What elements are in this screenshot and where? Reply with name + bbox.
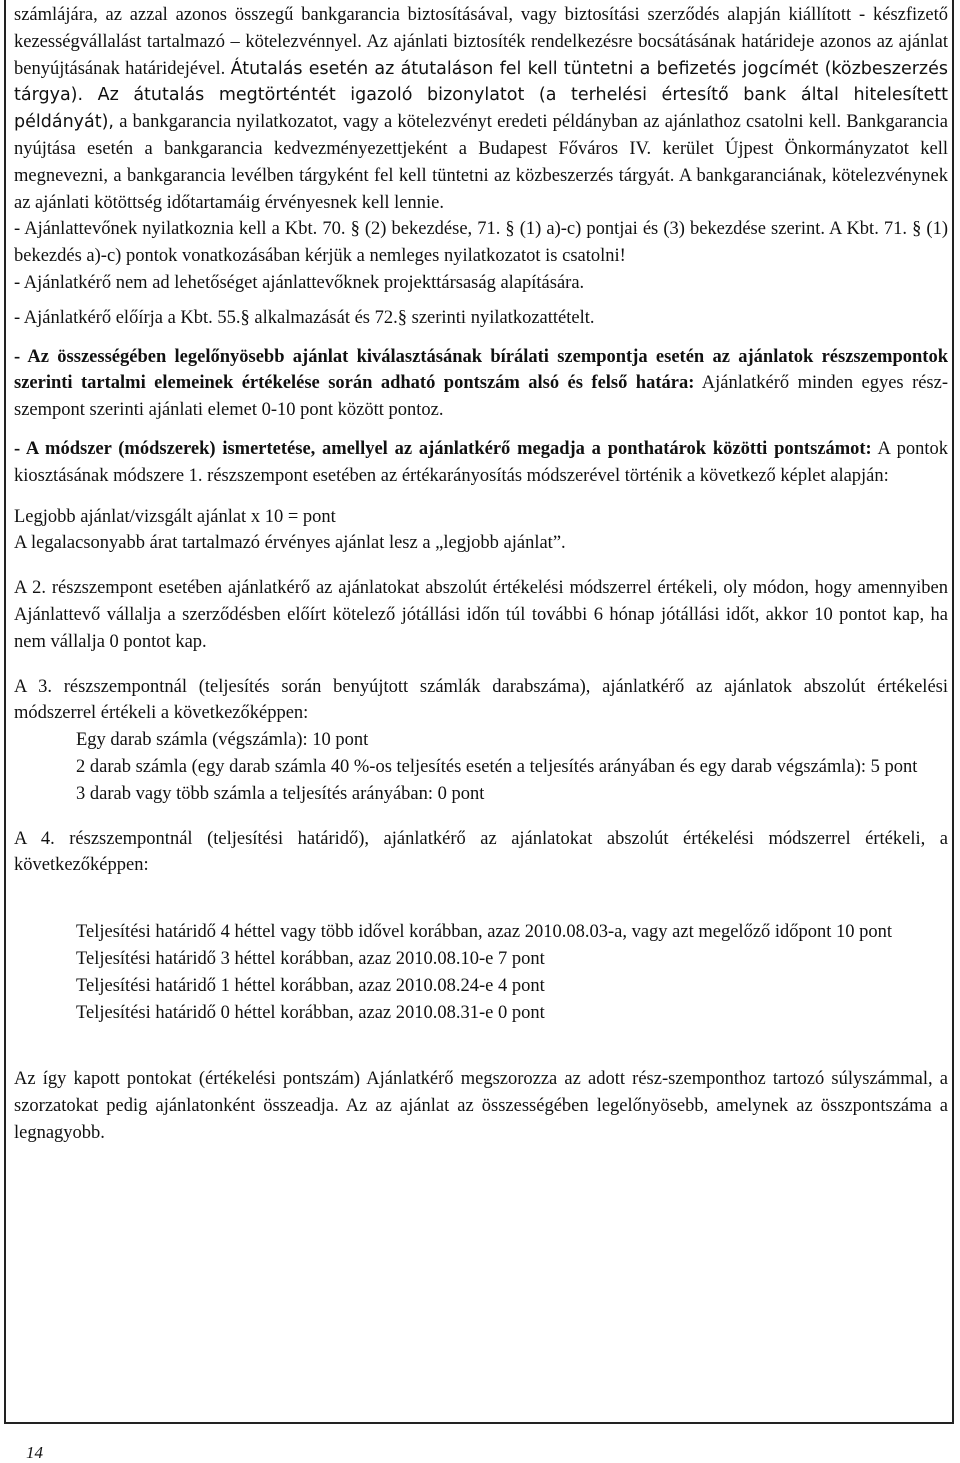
text-modszer-bold: - A módszer (módszerek) ismertetése, amellyel az ajánlatkérő megadja a ponthatárok közötti pontszámot: bbox=[14, 438, 872, 459]
text-pontszam-hatar-rest: Ajánlatkérő minden egyes rész-szempont szerinti ajánlati elemet 0-10 pont között pontoz. bbox=[14, 373, 949, 421]
paragraph-reszszempont-2: A 2. részszempont esetében ajánlatkérő az ajánlatokat abszolút értékelési módszerrel értékeli, oly módon, hogy amennyiben Ajánlattevő vállalja a szerződésben előírt kötelező jótállási időn túl további 6 hónap jótállási időt, akkor 10 pontot kap, ha nem vállalja 0 pontot kap. bbox=[14, 578, 948, 652]
document-body bbox=[14, 2, 948, 1147]
list-item-hatarido-3: Teljesítési határidő 1 héttel korábban, azaz 2010.08.24-e 4 pont bbox=[76, 975, 545, 996]
text-bankgarancia: a bankgarancia nyilatkozatot, vagy a kötelezvényt eredeti példányban az ajánlathoz csatolni kell. Bankgarancia nyújtása esetén a bankgarancia kedvezményezettjeként a Budapest Főváros IV. kerület Újpest Önkormányzatot kell megnevezni, a bankgarancia levélben tárgyként fel kell tüntetni az közbeszerzés tárgyát. A bankgaranciának, kötelezvénynek az ajánlati kötöttség időtartamáig érvényesnek kell lennie. bbox=[14, 112, 948, 213]
page-number: 14 bbox=[26, 1443, 43, 1462]
list-item-szamla-2: 2 darab számla (egy darab számla 40 %-os teljesítés esetén a teljesítés arányában és egy darab végszámla): 5 pont bbox=[76, 756, 918, 777]
list-item-szamla-1: Egy darab számla (végszámla): 10 pont bbox=[76, 730, 369, 751]
paragraph-kbt-70: - Ajánlattevőnek nyilatkoznia kell a Kbt. 70. § (2) bekezdése, 71. § (1) a)-c) pontjai és (3) bekezdése szerint. A Kbt. 71. § (1) bekezdés a)-c) pontok vonatkozásában kérjük a nemleges nyilatkozatot is csatolni! bbox=[14, 219, 948, 267]
text-biztositek-intro: számlájára, az azzal azonos összegű bankgarancia biztosításával, vagy biztosítási szerződés alapján kiállított - készfizető kezességvállalást tartalmazó – kötelezvénnyel. Az ajánlati biztosíték rendelkezésre bocsátásának határideje azonos az ajánlat benyújtásának határidejével. bbox=[14, 5, 948, 79]
list-item-hatarido-1: Teljesítési határidő 4 héttel vagy több idővel korábban, azaz 2010.08.03-a, vagy azt megelőző időpont 10 pont bbox=[76, 922, 893, 943]
paragraph-reszszempont-4: A 4. részszempontnál (teljesítési határidő), ajánlatkérő az ajánlatokat abszolút értékelési módszerrel értékeli, a következőképpen: bbox=[14, 828, 948, 876]
text-atutalas: Átutalás esetén az átutaláson fel kell tüntetni a befizetés jogcímét (közbeszerzés tárgya). Az átutalás megtörténtét igazoló bizonylatot (a terhelési értesítő bank által hitelesített példányát), bbox=[14, 58, 949, 133]
list-item-szamla-3: 3 darab vagy több számla a teljesítés arányában: 0 pont bbox=[76, 783, 485, 804]
paragraph-ajanlati-biztositek bbox=[14, 2, 948, 216]
paragraph-osszpontszam: Az így kapott pontokat (értékelési pontszám) Ajánlatkérő megszorozza az adott rész-szemponthoz tartozó súlyszámmal, a szorzatokat pedig ajánlatonként összeadja. Az az ajánlat az összességében legelőnyösebb, amelynek az összpontszáma a legnagyobb. bbox=[14, 1069, 948, 1143]
text-pontszam-hatar-bold: - Az összességében legelőnyösebb ajánlat kiválasztásának bírálati szempontja esetén az ajánlatok részszempontok szerinti tartalmi elemeinek értékelése során adható pontszám alsó és felső határa: bbox=[14, 346, 948, 394]
paragraph-pontszam-hatar bbox=[14, 344, 948, 424]
paragraph-kbt-55: - Ajánlatkérő előírja a Kbt. 55.§ alkalmazását és 72.§ szerinti nyilatkozattételt. bbox=[14, 307, 595, 328]
paragraph-projekttarsasag: - Ajánlatkérő nem ad lehetőséget ajánlattevőknek projekttársaság alapítására. bbox=[14, 272, 585, 293]
text-modszer-rest: A pontok kiosztásának módszere 1. részszempont esetében az értékarányosítás módszerével történik a következő képlet alapján: bbox=[14, 438, 948, 486]
paragraph-modszer bbox=[14, 436, 948, 490]
formula-note: A legalacsonyabb árat tartalmazó érvényes ajánlat lesz a „legjobb ajánlat”. bbox=[14, 533, 566, 554]
paragraph-reszszempont-3: A 3. részszempontnál (teljesítés során benyújtott számlák darabszáma), ajánlatkérő az ajánlatok abszolút értékelési módszerrel értékeli a következőképpen: bbox=[14, 676, 948, 724]
list-item-hatarido-2: Teljesítési határidő 3 héttel korábban, azaz 2010.08.10-e 7 pont bbox=[76, 948, 545, 969]
list-item-hatarido-4: Teljesítési határidő 0 héttel korábban, azaz 2010.08.31-e 0 pont bbox=[76, 1002, 545, 1023]
formula-line: Legjobb ajánlat/vizsgált ajánlat x 10 = pont bbox=[14, 506, 336, 527]
